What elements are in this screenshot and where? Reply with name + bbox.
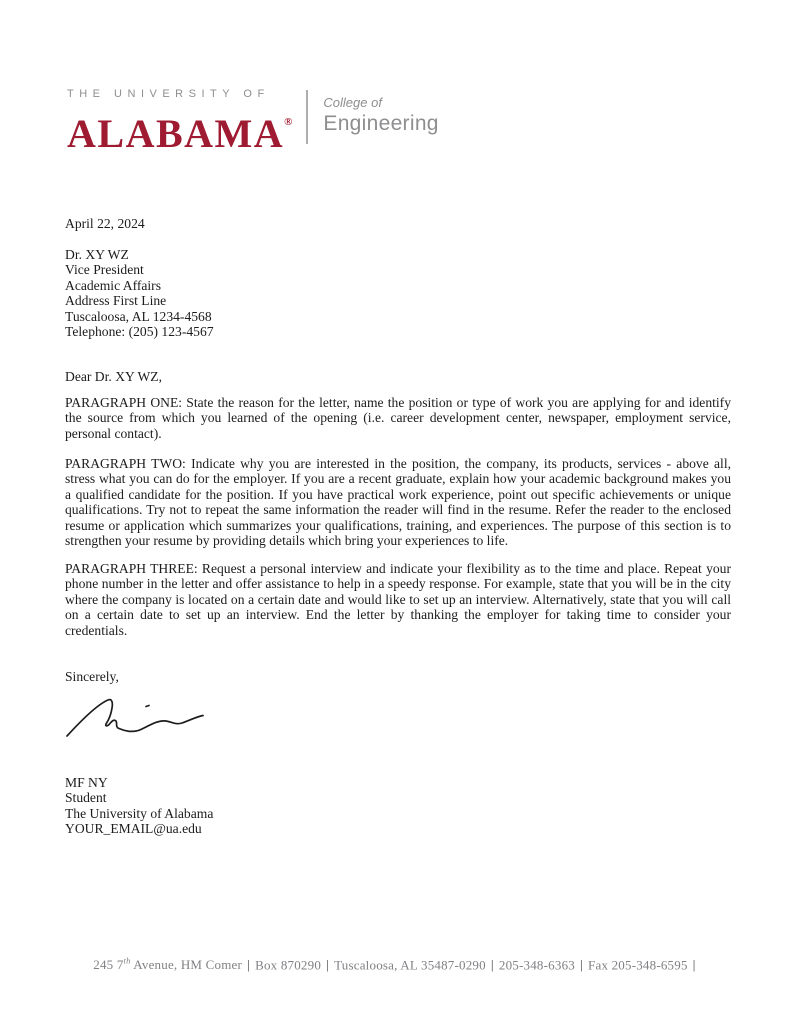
college-of-label: College of xyxy=(323,95,382,110)
paragraph-one: PARAGRAPH ONE: State the reason for the letter, name the position or type of work you are applying for and identify the source from which you learned of the opening (i.e. career development center, newspaper, employment service, personal contact). xyxy=(65,395,731,441)
handwritten-signature xyxy=(62,692,212,748)
sender-email: YOUR_EMAIL@ua.edu xyxy=(65,821,202,837)
footer-separator: | xyxy=(326,957,330,973)
university-topline: THE UNIVERSITY OF xyxy=(67,88,270,100)
engineering-label: Engineering xyxy=(323,112,439,135)
footer-box: Box 870290 xyxy=(255,957,322,973)
paragraph-two: PARAGRAPH TWO: Indicate why you are interested in the position, the company, its products, services - above all, stress what you can do for the employer. If you are a recent graduate, explain how your academic background makes you a qualified candidate for the position. If you have practical work experience, point out specific achievements or unique qualifications. Try not to repeat the same information the reader will find in the resume. Refer the reader to the enclosed resume or application which summarizes your qualifications, training, and experiences. The purpose of this section is to strengthen your resume by providing details which bring your experiences to life. xyxy=(65,456,731,549)
logo-divider xyxy=(306,90,308,144)
university-wordmark xyxy=(67,103,293,156)
university-wordmark-block xyxy=(67,88,293,156)
sender-name: MF NY xyxy=(65,775,108,790)
footer-contact-line xyxy=(0,956,794,973)
salutation: Dear Dr. XY WZ, xyxy=(65,369,163,384)
recipient-address-line: Address First Line xyxy=(65,293,167,309)
footer-address xyxy=(93,957,242,972)
footer-city-zip: Tuscaloosa, AL 35487-0290 xyxy=(334,957,486,973)
footer-separator: | xyxy=(579,957,584,973)
letter-date: April 22, 2024 xyxy=(65,216,145,231)
paragraph-three: PARAGRAPH THREE: Request a personal interview and indicate your flexibility as to the time and place. Repeat your phone number in the letter and offer assistance to help in a speedy response. For example, state that you will be in the city where the company is located on a certain date and would like to set up an interview. Alternatively, state that you will call on a certain date to set up an interview. End the letter by thanking the employer for taking time to consider your credentials. xyxy=(65,561,731,638)
footer-separator: | xyxy=(692,957,696,973)
footer-fax: Fax 205-348-6595 xyxy=(588,957,688,973)
recipient-city-state-zip: Tuscaloosa, AL 1234-4568 xyxy=(65,308,212,324)
closing-line: Sincerely, xyxy=(65,669,119,684)
footer-phone: 205-348-6363 xyxy=(498,957,575,973)
sender-block xyxy=(65,775,731,837)
footer-address-number: 245 7 xyxy=(93,957,124,973)
recipient-department: Academic Affairs xyxy=(65,277,161,293)
footer-address-rest: Avenue, HM Comer xyxy=(130,957,243,973)
footer-address-ordinal: th xyxy=(123,956,131,966)
recipient-telephone: Telephone: (205) 123-4567 xyxy=(65,324,214,340)
registered-trademark-icon: ® xyxy=(284,116,293,128)
recipient-address-block xyxy=(65,247,731,339)
sender-title: Student xyxy=(65,790,107,806)
footer-separator: | xyxy=(247,957,251,973)
footer-separator: | xyxy=(490,957,494,973)
sender-institution: The University of Alabama xyxy=(65,805,214,821)
college-name-block xyxy=(323,88,438,153)
recipient-title: Vice President xyxy=(65,262,144,278)
wordmark-text: ALABAMA xyxy=(67,111,285,156)
recipient-name: Dr. XY WZ xyxy=(65,247,129,262)
university-logo xyxy=(67,88,439,156)
